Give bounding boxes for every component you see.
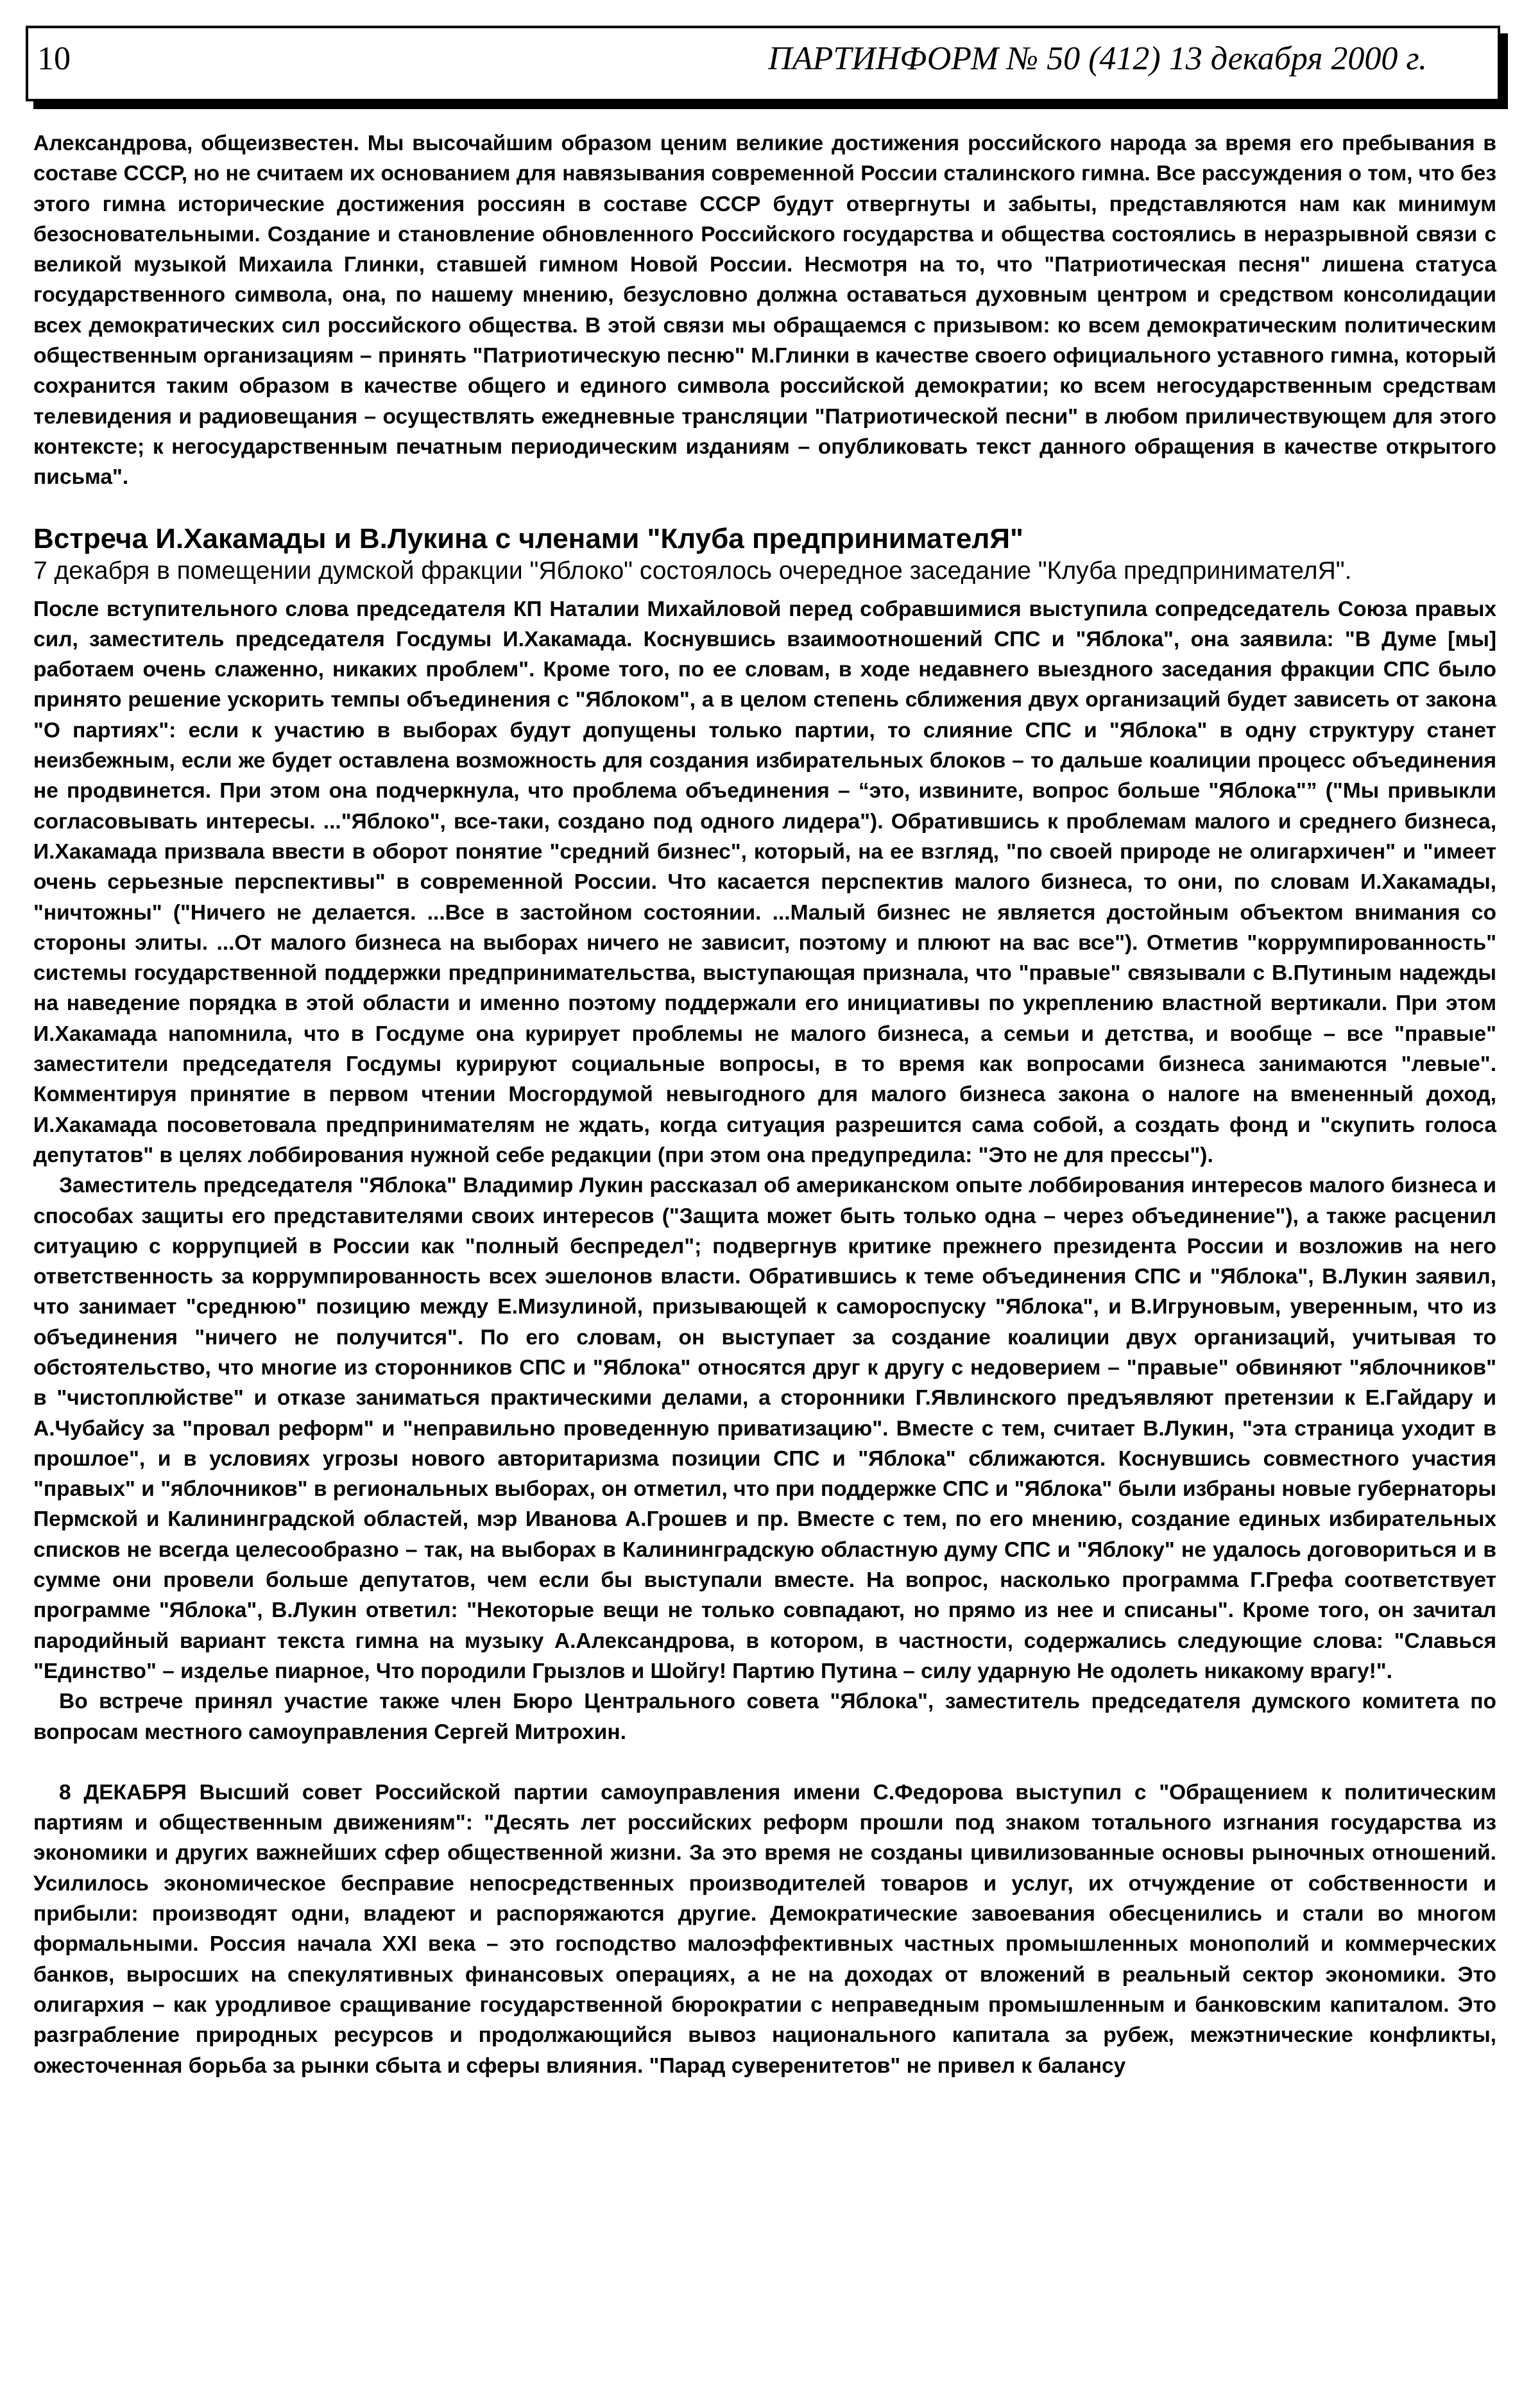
issue-title: ПАРТИНФОРМ № 50 (412) 13 декабря 2000 г. (768, 40, 1427, 77)
page-header (26, 26, 1500, 101)
article-body (33, 128, 1496, 2081)
article-paragraph: После вступительного слова председателя КП Наталии Михайловой перед собравшимися выступила сопредседатель Союза правых сил, заместитель председателя Госдумы И.Хакамада. Коснувшись взаимоотношений СПС и "Яблока", она заявила: "В Думе [мы] работаем очень слаженно, никаких проблем". Кроме того, по ее словам, в ходе недавнего выездного заседания фракции СПС было принято решение ускорить темпы объединения с "Яблоком", а в целом степень сближения двух организаций будет зависеть от закона "О партиях": если к участию в выборах будут допущены только партии, то слияние СПС и "Яблока" в одну структуру станет неизбежным, если же будет оставлена возможность для создания избирательных блоков – то дальше коалиции процесс объединения не продвинется. При этом она подчеркнула, что проблема объединения – “это, извините, вопрос больше "Яблока"” ("Мы привыкли согласовывать интересы. ..."Яблоко", все-таки, создано под одного лидера"). Обратившись к проблемам малого и среднего бизнеса, И.Хакамада призвала ввести в оборот понятие "средний бизнес", который, на ее взгляд, "по своей природе не олигархичен" и "имеет очень серьезные перспективы" в современной России. Что касается перспектив малого бизнеса, то они, по словам И.Хакамады, "ничтожны" ("Ничего не делается. ...Все в застойном состоянии. ...Малый бизнес не является достойным объектом внимания со стороны элиты. ...От малого бизнеса на выборах ничего не зависит, поэтому и плюют на вас все"). Отметив "коррумпированность" системы государственной поддержки предпринимательства, выступающая признала, что "правые" связывали с В.Путиным надежды на наведение порядка в этой области и именно поэтому поддержали его инициативы по укреплению властной вертикали. При этом И.Хакамада напомнила, что в Госдуме она курирует проблемы не малого бизнеса, а семьи и детства, и вообще – все "правые" заместители председателя Госдумы курируют социальные вопросы, в то время как вопросами бизнеса занимаются "левые". Комментируя принятие в первом чтении Мосгордумой невыгодного для малого бизнеса закона о налоге на вмененный доход, И.Хакамада посоветовала предпринимателям не ждать, когда ситуация разрешится сама собой, а создать фонд и "скупить голоса депутатов" в целях лоббирования нужной себе редакции (при этом она предупредила: "Это не для прессы"). (33, 597, 1496, 1167)
article-heading: Встреча И.Хакамады и В.Лукина с членами "Клуба предпринимателЯ" (33, 522, 1023, 554)
news-date: 8 ДЕКАБРЯ (59, 1780, 187, 1804)
page-number: 10 (37, 40, 71, 77)
article-paragraph: Заместитель председателя "Яблока" Владимир Лукин рассказал об американском опыте лоббирования интересов малого бизнеса и способах защиты его представителями своих интересов ("Защита может быть только одна – через объединение"), а также расценил ситуацию с коррупцией в России как "полный беспредел"; подвергнув критике прежнего президента России и возложив на него ответственность за коррумпированность всех эшелонов власти. Обратившись к теме объединения СПС и "Яблока", В.Лукин заявил, что занимает "среднюю" позицию между Е.Мизулиной, призывающей к самороспуску "Яблока", и В.Игруновым, уверенным, что из объединения "ничего не получится". По его словам, он выступает за создание коалиции двух организаций, учитывая то обстоятельство, что многие из сторонников СПС и "Яблока" относятся друг к другу с недоверием – "правые" обвиняют "яблочников" в "чистоплюйстве" и отказе заниматься практическими делами, а сторонники Г.Явлинского предъявляют претензии к Е.Гайдару и А.Чубайсу за "провал реформ" и "неправильно проведенную приватизацию". Вместе с тем, считает В.Лукин, "эта страница уходит в прошлое", и в условиях угрозы нового авторитаризма позиции СПС и "Яблока" сближаются. Коснувшись совместного участия "правых" и "яблочников" в региональных выборах, он отметил, что при поддержке СПС и "Яблока" были избраны новые губернаторы Пермской и Калининградской областей, мэр Иванова А.Грошев и пр. Вместе с тем, по его мнению, создание единых избирательных списков не всегда целесообразно – так, на выборах в Калининградскую областную думу СПС и "Яблоку" не удалось договориться и в сумме они провели больше депутатов, чем если бы выступали вместе. На вопрос, насколько программа Г.Грефа соответствует программе "Яблока", В.Лукин ответил: "Некоторые вещи не только совпадают, но прямо из нее и списаны". Кроме того, он зачитал пародийный вариант текста гимна на музыку А.Александрова, в котором, в частности, содержались следующие слова: "Славься "Единство" – изделье пиарное, Что породили Грызлов и Шойгу! Партию Путина – силу ударную Не одолеть никакому врагу!". (33, 1174, 1496, 1683)
news-text: Высший совет Российской партии самоуправления имени С.Федорова выступил с "Обращением к политическим партиям и общественным движениям": "Десять лет российских реформ прошли под знаком тотального изгнания государства из экономики и других важнейших сфер общественной жизни. За это время не созданы цивилизованные основы рыночных отношений. Усилилось экономическое бесправие непосредственных производителей товаров и услуг, их отчуждение от собственности и прибыли: производят одни, владеют и распоряжаются другие. Демократические завоевания обесценились и стали во многом формальными. Россия начала XXI века – это господство малоэффективных частных промышленных монополий и коммерческих банков, выросших на спекулятивных финансовых операциях, а не на доходах от вложений в реальный сектор экономики. Это олигархия – как уродливое сращивание государственной бюрократии с неправедным промышленным и банковским капиталом. Это разграбление природных ресурсов и продолжающийся вывоз национального капитала за рубеж, межэтнические конфликты, ожесточенная борьба за рынки сбыта и сферы влияния. "Парад суверенитетов" не привел к балансу (33, 1780, 1496, 2078)
article-lead: 7 декабря в помещении думской фракции "Яблоко" состоялось очередное заседание "Клуба предпринимателЯ". (33, 556, 1352, 585)
intro-paragraph: Александрова, общеизвестен. Мы высочайшим образом ценим великие достижения российского народа за время его пребывания в составе СССР, но не считаем их основанием для навязывания современной России сталинского гимна. Все рассуждения о том, что без этого гимна исторические достижения россиян в составе СССР будут отвергнуты и забыты, представляются нам как минимум безосновательными. Создание и становление обновленного Российского государства и общества состоялись в неразрывной связи с великой музыкой Михаила Глинки, ставшей гимном Новой России. Несмотря на то, что "Патриотическая песня" лишена статуса государственного символа, она, по нашему мнению, безусловно должна оставаться духовным центром и средством консолидации всех демократических сил российского общества. В этой связи мы обращаемся с призывом: ко всем демократическим политическим общественным организациям – принять "Патриотическую песню" М.Глинки в качестве своего официального уставного гимна, который сохранится таким образом в качестве общего и единого символа российской демократии; ко всем негосударственным средствам телевидения и радиовещания – осуществлять ежедневные трансляции "Патриотической песни" в любом приличествующем для этого контексте; к негосударственным печатным периодическим изданиям – опубликовать текст данного обращения в качестве открытого письма". (33, 132, 1496, 490)
news-item (33, 1778, 1496, 2081)
spacer (33, 1747, 1496, 1778)
article-paragraph: Во встрече принял участие также член Бюро Центрального совета "Яблока", заместитель председателя думского комитета по вопросам местного самоуправления Сергей Митрохин. (33, 1690, 1496, 1744)
